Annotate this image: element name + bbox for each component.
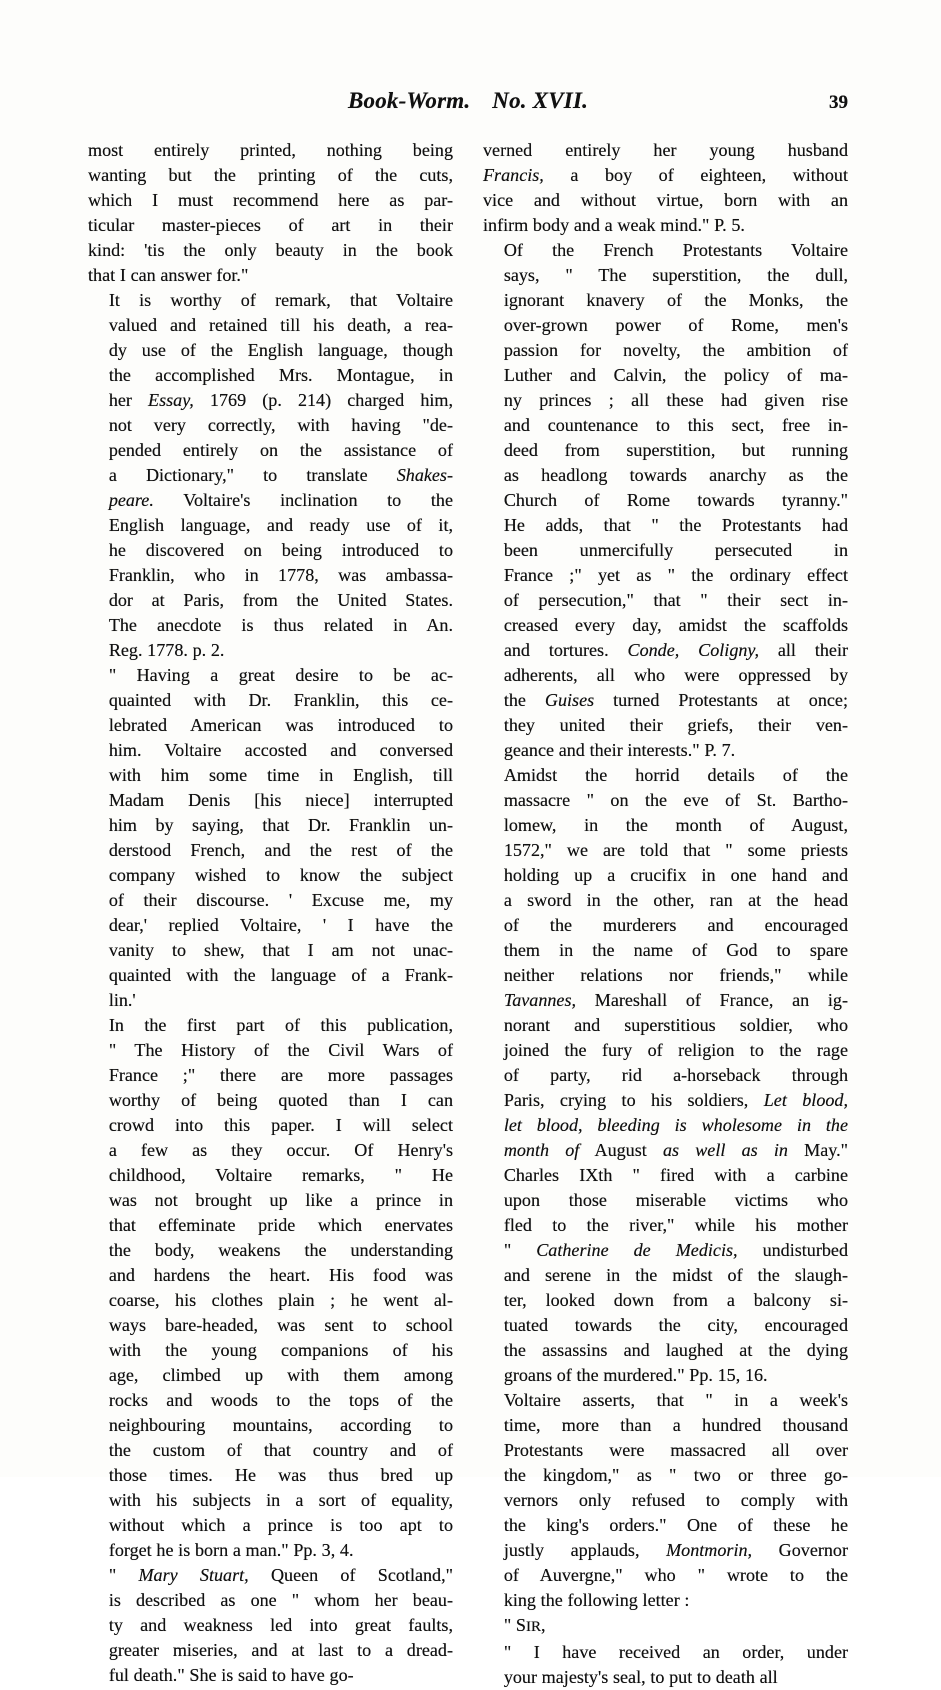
text-line: the custom of that country and of <box>108 1440 453 1460</box>
text-line: is described as one " whom her beau- <box>108 1590 453 1610</box>
text-line: of persecution," that " their sect in- <box>503 590 848 610</box>
text-line: Of the French Protestants Voltaire <box>503 240 848 260</box>
para-voltaire-english <box>88 288 453 663</box>
text-line: with his subjects in a sort of equality, <box>108 1490 453 1510</box>
text-line: dear,' replied Voltaire, ' I have the <box>108 915 453 935</box>
page-number: 39 <box>829 92 848 113</box>
text-line: It is worthy of remark, that Voltaire <box>108 290 453 310</box>
text-line: In the first part of this publication, <box>108 1015 453 1035</box>
text-line: adherents, all who were oppressed by <box>503 665 848 685</box>
text-line: lomew, in the month of August, <box>503 815 848 835</box>
text-line: " The History of the Civil Wars of <box>108 1040 453 1060</box>
text-line: Franklin, who in 1778, was ambassa- <box>108 565 453 585</box>
text-line: Luther and Calvin, the policy of ma- <box>503 365 848 385</box>
text-line: the body, weakens the understanding <box>108 1240 453 1260</box>
text-line: dor at Paris, from the United States. <box>108 590 453 610</box>
para-massacre <box>483 763 848 1388</box>
para-cuts <box>88 138 453 288</box>
text-line: and serene in the midst of the slaugh- <box>503 1265 848 1285</box>
text-line: ways bare-headed, was sent to school <box>108 1315 453 1335</box>
text-line: of their discourse. ' Excuse me, my <box>108 890 453 910</box>
text-line: with the young companions of his <box>108 1340 453 1360</box>
text-line: which I must recommend here as par- <box>88 190 453 210</box>
text-line: ticular master-pieces of art in their <box>88 215 453 235</box>
text-line: quainted with the language of a Frank- <box>108 965 453 985</box>
running-head-issue: No. XVII. <box>492 88 589 113</box>
para-mary-stuart <box>88 1563 453 1688</box>
body-columns <box>88 138 848 1690</box>
para-civil-wars <box>88 1013 453 1563</box>
running-head-center <box>348 88 588 114</box>
text-line: lebrated American was introduced to <box>108 715 453 735</box>
text-line: that effeminate pride which enervates <box>108 1215 453 1235</box>
para-francis-continued <box>483 138 848 238</box>
text-line: childhood, Voltaire remarks, " He <box>108 1165 453 1185</box>
text-line: groans of the murdered." Pp. 15, 16. <box>503 1365 768 1385</box>
text-line: Amidst the horrid details of the <box>503 765 848 785</box>
text-line: and countenance to this sect, free in- <box>503 415 848 435</box>
text-line: age, climbed up with them among <box>108 1365 453 1385</box>
text-line: neighbouring mountains, according to <box>108 1415 453 1435</box>
text-line: " Mary Stuart, Queen of Scotland," <box>108 1565 454 1585</box>
text-line: them in the name of God to spare <box>503 940 848 960</box>
text-line: ny princes ; all these had given rise <box>503 390 848 410</box>
text-line: ignorant knavery of the Monks, the <box>503 290 848 310</box>
text-line: The anecdote is thus related in An. <box>108 615 453 635</box>
text-line: lin.' <box>108 990 136 1010</box>
para-franklin-anecdote <box>88 663 453 1013</box>
text-line: norant and superstitious soldier, who <box>503 1015 848 1035</box>
text-line: month of August as well as in May." <box>503 1140 849 1160</box>
text-line: the assassins and laughed at the dying <box>503 1340 848 1360</box>
text-line: over-grown power of Rome, men's <box>503 315 848 335</box>
text-line: crowd into this paper. I will select <box>108 1115 453 1135</box>
text-line: the Guises turned Protestants at once; <box>503 690 848 710</box>
text-line: 1572," we are told that " some priests <box>503 840 848 860</box>
text-line: Paris, crying to his soldiers, Let blood, <box>503 1090 848 1110</box>
text-line: a sword in the other, ran at the head <box>503 890 848 910</box>
text-line: they united their griefs, their ven- <box>503 715 848 735</box>
text-line: the king's orders." One of these he <box>503 1515 848 1535</box>
text-line: peare. Voltaire's inclination to the <box>108 490 453 510</box>
text-line: Francis, a boy of eighteen, without <box>483 165 848 185</box>
text-line: was not brought up like a prince in <box>108 1190 453 1210</box>
text-line: verned entirely her young husband <box>483 140 848 160</box>
text-line: joined the fury of religion to the rage <box>503 1040 848 1060</box>
left-column <box>88 138 453 1690</box>
text-line: been unmercifully persecuted in <box>503 540 848 560</box>
text-line: her Essay, 1769 (p. 214) charged him, <box>108 390 453 410</box>
text-line: " I have received an order, under <box>503 1642 848 1662</box>
text-line: " Catherine de Medicis, undisturbed <box>503 1240 849 1260</box>
text-line: derstood French, and the rest of the <box>108 840 453 860</box>
text-line: greater miseries, and at last to a dread- <box>108 1640 453 1660</box>
para-letter <box>483 1640 848 1690</box>
text-line: without which a prince is too apt to <box>108 1515 453 1535</box>
text-line: as headlong towards anarchy as the <box>503 465 848 485</box>
text-line: the kingdom," as " two or three go- <box>503 1465 848 1485</box>
text-line: Church of Rome towards tyranny." <box>503 490 848 510</box>
text-line: him by saying, that Dr. Franklin un- <box>108 815 453 835</box>
text-line: a Dictionary," to translate Shakes- <box>108 465 453 485</box>
text-line: vernors only refused to comply with <box>503 1490 848 1510</box>
text-line: geance and their interests." P. 7. <box>503 740 736 760</box>
para-sir <box>483 1613 848 1640</box>
text-line: " SIR, <box>503 1615 546 1635</box>
text-line: rocks and woods to the tops of the <box>108 1390 453 1410</box>
text-line: Protestants were massacred all over <box>503 1440 848 1460</box>
text-line: France ;" there are more passages <box>108 1065 453 1085</box>
text-line: a few as they occur. Of Henry's <box>108 1140 453 1160</box>
text-line: wanting but the printing of the cuts, <box>88 165 453 185</box>
text-line: of the murderers and encouraged <box>503 915 848 935</box>
text-line: king the following letter : <box>503 1590 690 1610</box>
text-line: coarse, his clothes plain ; he went al- <box>108 1290 453 1310</box>
text-line: him. Voltaire accosted and conversed <box>108 740 453 760</box>
text-line: France ;" yet as " the ordinary effect <box>503 565 848 585</box>
right-column <box>483 138 848 1690</box>
text-line: says, " The superstition, the dull, <box>503 265 848 285</box>
text-line: worthy of being quoted than I can <box>108 1090 453 1110</box>
text-line: and tortures. Conde, Coligny, all their <box>503 640 848 660</box>
text-line: those times. He was thus bred up <box>108 1465 453 1485</box>
text-line: Voltaire asserts, that " in a week's <box>503 1390 848 1410</box>
para-french-protestants <box>483 238 848 763</box>
text-line: Reg. 1778. p. 2. <box>108 640 225 660</box>
text-line: not very correctly, with having "de- <box>108 415 453 435</box>
text-line: upon those miserable victims who <box>503 1190 848 1210</box>
text-line: that I can answer for." <box>88 265 249 285</box>
text-line: ter, looked down from a balcony si- <box>503 1290 848 1310</box>
text-line: holding up a crucifix in one hand and <box>503 865 848 885</box>
text-line: company wished to know the subject <box>108 865 453 885</box>
text-line: vice and without virtue, born with an <box>483 190 848 210</box>
text-line: the accomplished Mrs. Montague, in <box>108 365 453 385</box>
text-line: tuated towards the city, encouraged <box>503 1315 848 1335</box>
text-line: fled to the river," while his mother <box>503 1215 848 1235</box>
text-line: of Auvergne," who " wrote to the <box>503 1565 848 1585</box>
text-line: pended entirely on the assistance of <box>108 440 453 460</box>
running-head-title: Book-Worm. <box>347 88 471 113</box>
text-line: ful death." She is said to have go- <box>108 1665 354 1685</box>
text-line: quainted with Dr. Franklin, this ce- <box>108 690 453 710</box>
text-line: dy use of the English language, though <box>108 340 453 360</box>
text-line: he discovered on being introduced to <box>108 540 453 560</box>
text-line: forget he is born a man." Pp. 3, 4. <box>108 1540 354 1560</box>
text-line: and hardens the heart. His food was <box>108 1265 453 1285</box>
text-line: He adds, that " the Protestants had <box>503 515 848 535</box>
text-line: neither relations nor friends," while <box>503 965 848 985</box>
text-line: Charles IXth " fired with a carbine <box>503 1165 848 1185</box>
text-line: deed from superstition, but running <box>503 440 848 460</box>
text-line: justly applauds, Montmorin, Governor <box>503 1540 848 1560</box>
text-line: Madam Denis [his niece] interrupted <box>108 790 453 810</box>
text-line: with him some time in English, till <box>108 765 453 785</box>
text-line: passion for novelty, the ambition of <box>503 340 848 360</box>
text-line: kind: 'tis the only beauty in the book <box>88 240 453 260</box>
text-line: of party, rid a-horseback through <box>503 1065 848 1085</box>
text-line: let blood, bleeding is wholesome in the <box>503 1115 848 1135</box>
text-line: time, more than a hundred thousand <box>503 1415 848 1435</box>
page-content-area <box>88 88 849 1687</box>
text-line: English language, and ready use of it, <box>108 515 453 535</box>
text-line: your majesty's seal, to put to death all <box>503 1667 778 1687</box>
text-line: infirm body and a weak mind." P. 5. <box>483 215 745 235</box>
text-line: creased every day, amidst the scaffolds <box>503 615 848 635</box>
text-line: Tavannes, Mareshall of France, an ig- <box>503 990 848 1010</box>
text-line: ty and weakness led into great faults, <box>108 1615 453 1635</box>
para-week-massacre <box>483 1388 848 1613</box>
text-line: most entirely printed, nothing being <box>88 140 453 160</box>
text-line: massacre " on the eve of St. Bartho- <box>503 790 848 810</box>
running-head <box>88 88 848 132</box>
text-line: " Having a great desire to be ac- <box>108 665 453 685</box>
text-line: valued and retained till his death, a rea- <box>108 315 453 335</box>
text-line: vanity to shew, that I am not unac- <box>108 940 453 960</box>
